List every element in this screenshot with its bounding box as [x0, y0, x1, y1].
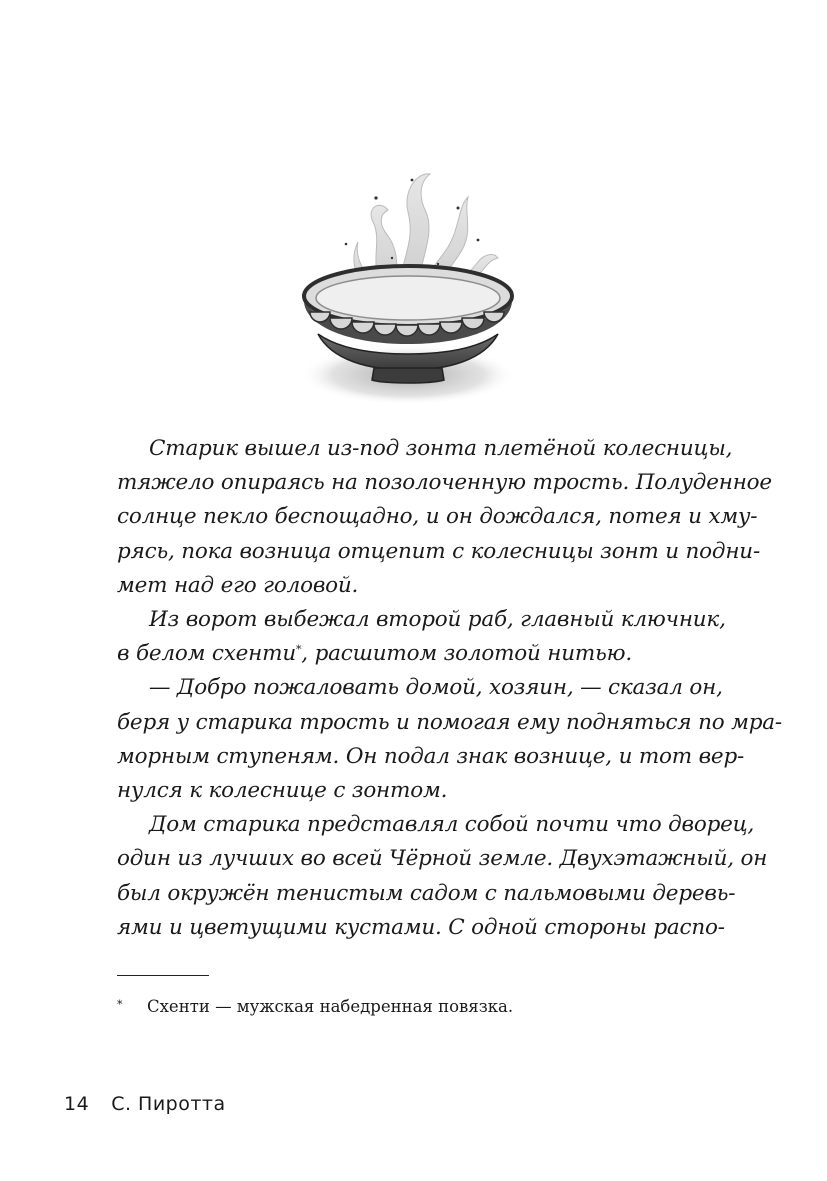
- footnote-marker: *: [117, 998, 123, 1011]
- steaming-bowl-icon: [288, 112, 528, 412]
- text-line-content: солнце пекло беспощадно, и он дождался, потея и хму-: [117, 504, 758, 530]
- paragraph-3: [117, 671, 782, 808]
- text-line: [117, 466, 772, 500]
- running-author: С. Пиротта: [111, 1093, 226, 1115]
- text-line-content: Дом старика представлял собой почти что дворец,: [149, 812, 755, 838]
- page-number: 14: [64, 1093, 90, 1115]
- footnote: [117, 995, 697, 1019]
- text-line: [117, 740, 745, 774]
- text-line: [117, 842, 768, 876]
- text-line-content: — Добро пожаловать домой, хозяин, — сказал он,: [149, 675, 723, 701]
- text-line: [117, 877, 736, 911]
- text-line-content: мет над его головой.: [117, 572, 359, 598]
- text-line: [117, 603, 726, 637]
- text-line-content: был окружён тенистым садом с пальмовыми деревь-: [117, 880, 736, 906]
- text-line: [117, 911, 725, 945]
- text-line-content: , расшитом золотой нитью.: [301, 641, 632, 667]
- text-line-content: рясь, пока возница отцепит с колесницы зонт и подни-: [117, 538, 761, 564]
- text-line: [117, 432, 733, 466]
- text-line: [117, 637, 697, 671]
- paragraph-4: [117, 808, 768, 945]
- text-line-content: один из лучших во всей Чёрной земле. Двухэтажный, он: [117, 846, 768, 872]
- paragraph-1: [117, 432, 772, 603]
- paragraph-2: [117, 603, 726, 671]
- text-line-content: ями и цветущими кустами. С одной стороны распо-: [117, 914, 725, 940]
- text-line-content: тяжело опираясь на позолоченную трость. Полуденное: [117, 470, 772, 496]
- footnote-reference[interactable]: *: [295, 643, 302, 657]
- text-line-content: морным ступеням. Он подал знак вознице, и тот вер-: [117, 743, 745, 769]
- text-line: [117, 774, 697, 808]
- text-line-content: Из ворот выбежал второй раб, главный ключник,: [149, 607, 726, 633]
- text-line: [117, 569, 697, 603]
- text-line: [117, 671, 723, 705]
- footnote-text: Схенти — мужская набедренная повязка.: [147, 997, 514, 1016]
- text-line: [117, 500, 758, 534]
- page-footer: [64, 1093, 226, 1115]
- body-text: [117, 432, 782, 945]
- text-line-content: нулся к колеснице с зонтом.: [117, 778, 448, 804]
- steaming-bowl-illustration: [288, 112, 528, 412]
- text-line: [117, 535, 761, 569]
- text-line-content: в белом схенти: [117, 641, 296, 667]
- text-line-content: беря у старика трость и помогая ему подняться по мра-: [117, 709, 782, 735]
- text-line-content: Старик вышел из-под зонта плетёной колесницы,: [149, 436, 733, 461]
- footnote-divider: [117, 975, 209, 976]
- text-line: [117, 706, 782, 740]
- text-line: [117, 808, 755, 842]
